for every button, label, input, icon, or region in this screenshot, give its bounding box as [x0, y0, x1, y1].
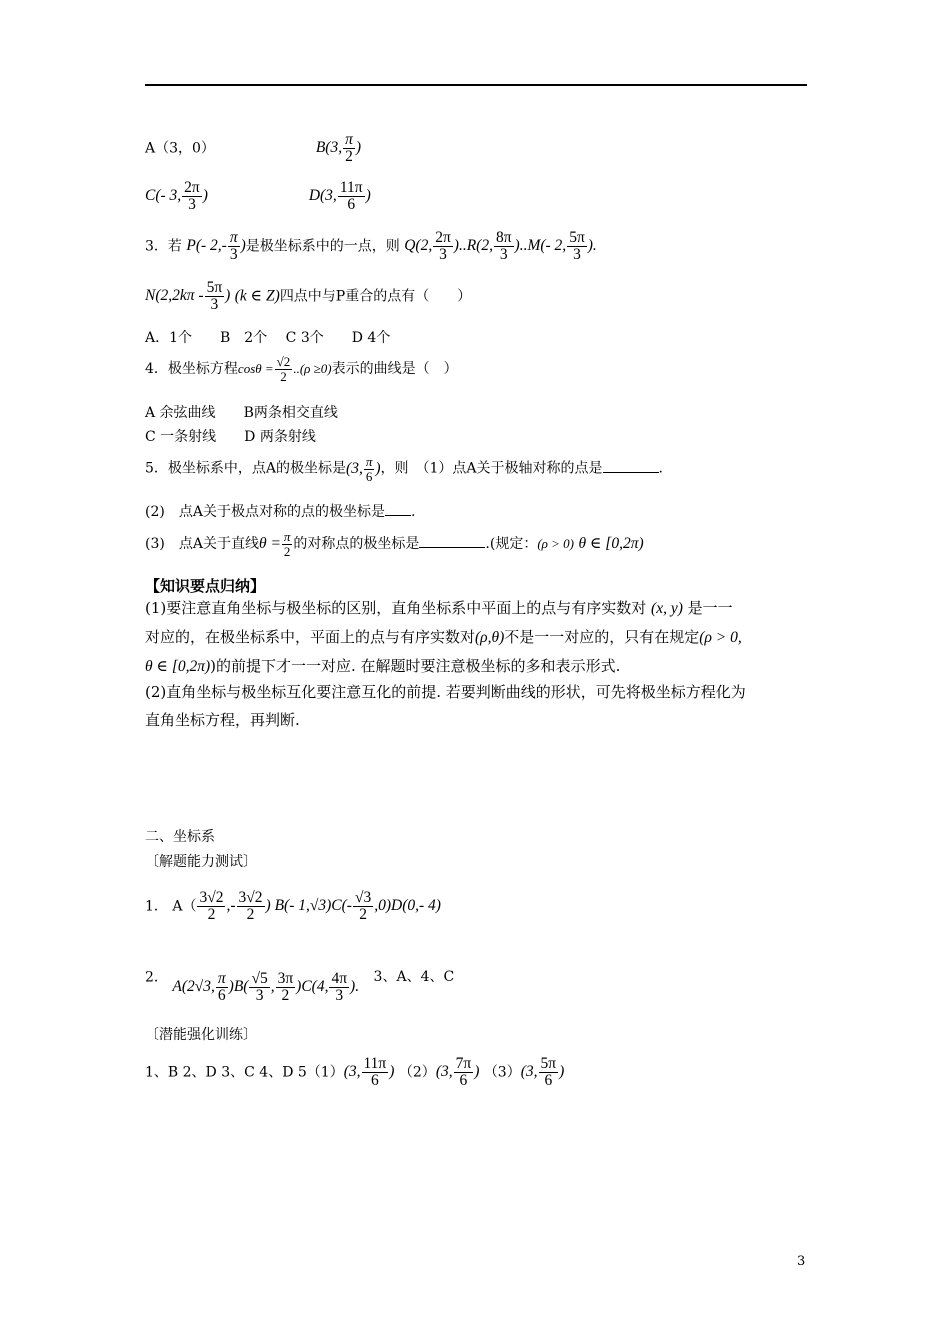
q5-line3: (3) 点A关于直线θ = $\frac{\pi}{2}$ 的对称点的极坐标是 .(规定：(ρ > 0) θ ∈ [0,2π): [145, 529, 644, 559]
answer-2: 2． A(2√3, $\frac{\pi}{6}$ )B( $\frac{√5}{3}$ , $\frac{3\pi}{2}$ )C(4, $\frac{4\pi}{3}$ ). 3、A、4、C: [145, 969, 455, 1005]
q3-point-p: P(- 2,- $\frac{\pi}{3}$ ): [186, 229, 246, 264]
summary-paragraph-2: (2)直角坐标与极坐标互化要注意互化的前提. 若要判断曲线的形状，可先将极坐标方程化为 直角坐标方程，再判断.: [145, 683, 746, 729]
q5-theta: θ =: [258, 535, 281, 553]
section2-title: 二、坐标系: [145, 829, 215, 845]
answer-2-rest: 3、A、4、C: [373, 969, 455, 986]
q4-option-b: B两条相交直线: [243, 405, 338, 421]
q4-condition: ..(ρ ≥0): [293, 361, 332, 377]
q3-options: A．1个 B 2个 C 3个 D 4个: [145, 330, 391, 346]
q2-option-c: C(- 3, $\frac{2\pi}{3}$ ): [145, 179, 208, 214]
q5-line1: 5．极坐标系中，点A的极坐标是(3, $\frac{\pi}{6}$ )，则 （1）点A关于极轴对称的点是 .: [145, 454, 663, 484]
q5-rule-rho: (ρ > 0): [537, 536, 575, 552]
q5-line2: (2) 点A关于极点对称的点的极坐标是 .: [145, 504, 416, 520]
q4-option-c: C 一条射线: [145, 429, 217, 445]
q3-line2: [145, 280, 471, 314]
summary-paragraph-1: (1)要注意直角坐标与极坐标的区别，直角坐标系中平面上的点与有序实数对 (x, y) 是一一 对应的，在极坐标系中，平面上的点与有序实数对(ρ,θ)不是一一对应的，只有在规定(ρ > 0, θ ∈ [0,2π))的前提下才一一对应. 在解题时要注意极坐标的多和表示形式.: [145, 599, 742, 675]
q5-prefix: 5．极坐标系中，点A的极坐标是: [145, 460, 347, 477]
q5-part1: ，则 （1）点A关于极轴对称的点是: [380, 460, 603, 477]
q4-option-d: D 两条射线: [244, 429, 316, 445]
q4-options-row1: [145, 402, 338, 422]
section2-subtitle-2: 〔潜能强化训练〕: [145, 1027, 257, 1043]
q5-point: (3, $\frac{\pi}{6}$ ): [346, 454, 381, 484]
section2-subtitle-1: 〔解题能力测试〕: [145, 854, 257, 870]
q5-blank3: [419, 547, 485, 548]
q4-suffix: 表示的曲线是（ ）: [331, 361, 458, 378]
q4-prefix: 4．极坐标方程: [145, 361, 238, 378]
q2-options-row1: [145, 132, 361, 166]
summary-title: 【知识要点归纳】: [145, 577, 266, 595]
header-rule: [145, 84, 807, 86]
q5-part3: (3) 点A关于直线: [145, 536, 259, 553]
q2-option-d: D(3, $\frac{11\pi}{6}$ ): [308, 179, 371, 214]
q3-line1: [145, 230, 597, 264]
q5-part3-mid: 的对称点的极坐标是: [293, 536, 420, 553]
q5-rule-theta: θ ∈ [0,2π): [578, 535, 644, 553]
q5-blank1: [603, 472, 659, 473]
q5-blank2: [385, 515, 411, 516]
q3-prefix: 3．若: [145, 238, 182, 255]
q4-cos: cosθ =: [237, 361, 274, 377]
q3-question: 四点中与P重合的点有（ ）: [279, 288, 472, 305]
q4-option-a: A 余弦曲线: [145, 405, 216, 421]
q5-part2: (2) 点A关于极点对称的点的极坐标是: [145, 504, 385, 520]
q3-mid-text: 是极坐标系中的一点，则: [245, 238, 400, 255]
answer-3: 1、B 2、D 3、C 4、D 5（1）(3, $\frac{11\pi}{6}$ ) （2）(3, $\frac{7\pi}{6}$ ) （3）(3, $\frac{5\pi}{6}$ ): [145, 1055, 565, 1090]
q4-options-row2: [145, 426, 316, 446]
answer-1: 1． A（ $\frac{3√2}{2}$ ,- $\frac{3√2}{2}$ ) B(- 1,√3)C(- $\frac{√3}{2}$ ,0)D(0,- 4): [145, 889, 441, 924]
q3-points-qrm: Q(2, $\frac{2\pi}{3}$ )..R(2, $\frac{8\pi}{3}$ )..M(- 2, $\frac{5\pi}{3}$ ).: [404, 229, 597, 264]
q3-point-n: N(2,2kπ - $\frac{5\pi}{3}$ ): [145, 279, 231, 314]
q3-k-in-z: (k ∈ Z): [234, 287, 280, 305]
q2-option-b: B(3, $\frac{\pi}{2}$ ): [315, 131, 362, 166]
q4-line: 4．极坐标方程cosθ = $\frac{√2}{2}$ ..(ρ ≥0)表示的曲线是（ ）: [145, 354, 458, 384]
q2-options-row2: [145, 180, 371, 214]
q2-option-a: A（3，0）: [145, 140, 215, 157]
page-number: 3: [797, 1254, 806, 1269]
